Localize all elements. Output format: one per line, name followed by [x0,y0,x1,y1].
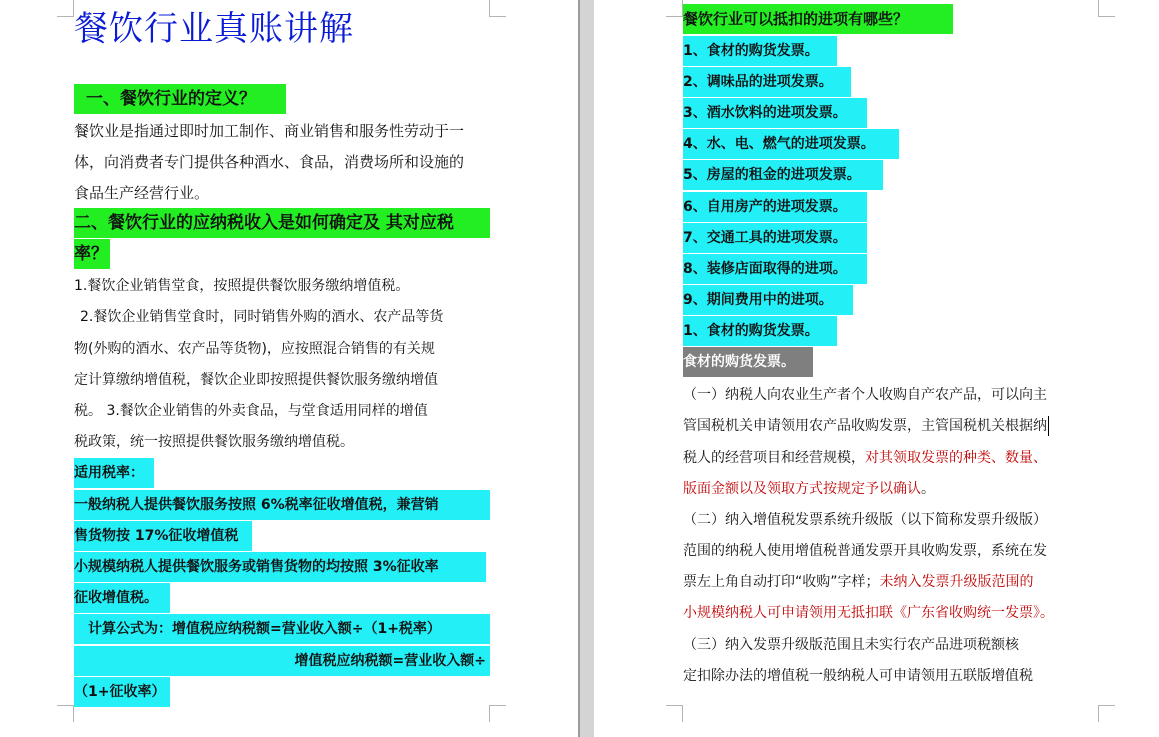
item-2-line-1: 2.餐饮企业销售堂食时，同时销售外购的酒水、农产品等货 [80,309,444,325]
para-1-line-2-text: 管国税机关申请领用农产品收购发票，主管国税机关根据纳 [683,418,1047,434]
item-1-dine-in: 1.餐饮企业销售堂食，按照提供餐饮服务缴纳增值税。 [74,278,410,294]
item-2-line-4: 税。 3.餐饮企业销售的外卖食品，与堂食适用同样的增值 [74,403,428,419]
deductible-item-9: 9、期间费用中的进项。 [683,285,853,315]
formula-line-2: 增值税应纳税额=营业收入额÷ [74,646,490,676]
formula-line-1: 计算公式为：增值税应纳税额=营业收入额÷（1+税率） [74,614,490,644]
section-heading-definition: 一、餐饮行业的定义？ [74,84,286,114]
para-1-line-4-red: 版面金额以及领取方式按规定予以确认 [683,481,921,497]
crop-mark-bottom-right-right-page [1098,705,1115,722]
deductible-heading: 餐饮行业可以抵扣的进项有哪些？ [683,4,953,34]
text-cursor [1048,416,1049,436]
small-taxpayer-line-2: 征收增值税。 [74,583,170,613]
para-2-line-4-end: 。 [1040,605,1054,621]
para-1-line-3 [683,443,1047,473]
document-page-left [0,0,578,737]
para-2-line-3 [683,567,1034,597]
para-3-line-2: 定扣除办法的增值税一般纳税人可申请领用五联版增值税 [683,668,1033,684]
food-invoice-subheading: 食材的购货发票。 [683,347,813,377]
page-gutter-edge [578,0,580,737]
document-title: 餐饮行业真账讲解 [74,9,354,49]
definition-line-2: 体，向消费者专门提供各种酒水、食品，消费场所和设施的 [74,153,465,171]
page-gutter [578,0,594,737]
para-2-line-1: （二）纳入增值税发票系统升级版（以下简称发票升级版） [683,512,1047,528]
item-2-line-5: 税政策，统一按照提供餐饮服务缴纳增值税。 [74,434,354,450]
crop-mark-top-left [57,0,74,17]
deductible-item-10: 1、食材的购货发票。 [683,316,837,346]
para-3-line-1: （三）纳入发票升级版范围且未实行农产品进项税额核 [683,637,1019,653]
deductible-item-6: 6、自用房产的进项发票。 [683,192,867,222]
crop-mark-bottom-left-right-page [666,705,683,722]
crop-mark-bottom-right [489,705,506,722]
definition-line-1: 餐饮业是指通过即时加工制作、商业销售和服务性劳动于一 [74,122,465,140]
deductible-item-8: 8、装修店面取得的进项。 [683,254,867,284]
crop-mark-top-right [489,0,506,17]
para-2-line-2: 范围的纳税人使用增值税普通发票开具收购发票，系统在发 [683,543,1047,559]
deductible-item-3: 3、酒水饮料的进项发票。 [683,98,867,128]
item-2-line-3: 定计算缴纳增值税，餐饮企业即按照提供餐饮服务缴纳增值 [74,372,438,388]
para-1-line-2 [683,411,1049,441]
crop-mark-top-left-right-page [666,0,683,17]
para-2-line-3-text: 票左上角自动打印“收购”字样； [683,574,880,590]
deductible-item-4: 4、水、电、燃气的进项发票。 [683,129,899,159]
item-2-line-2: 物(外购的酒水、农产品等货物)，应按照混合销售的有关规 [74,341,435,357]
formula-line-3: （1+征收率） [74,677,170,707]
para-2-line-4-red: 小规模纳税人可申请领用无抵扣联《广东省收购统一发票》 [683,605,1040,621]
para-1-line-4 [683,474,935,504]
document-page-right [594,0,1159,737]
section-heading-taxable-income-2: 率？ [74,239,110,269]
para-1-line-4-end: 。 [921,481,935,497]
para-1-line-3-red: 对其领取发票的种类、数量、 [865,450,1047,466]
section-heading-taxable-income-1: 二、餐饮行业的应纳税收入是如何确定及 其对应税 [74,208,490,238]
para-1-line-1: （一）纳税人向农业生产者个人收购自产农产品，可以向主 [683,387,1047,403]
deductible-item-2: 2、调味品的进项发票。 [683,67,851,97]
general-taxpayer-line-2: 售货物按 17%征收增值税 [74,521,252,551]
deductible-item-1: 1、食材的购货发票。 [683,36,837,66]
deductible-item-5: 5、房屋的租金的进项发票。 [683,160,883,190]
definition-line-3: 食品生产经营行业。 [74,184,210,202]
para-2-line-4 [683,598,1054,628]
crop-mark-top-right-right-page [1098,0,1115,17]
para-2-line-3-red: 未纳入发票升级版范围的 [879,574,1034,590]
deductible-item-7: 7、交通工具的进项发票。 [683,223,867,253]
general-taxpayer-line-1: 一般纳税人提供餐饮服务按照 6%税率征收增值税，兼营销 [74,490,490,520]
para-1-line-3-text: 税人的经营项目和经营规模， [683,450,865,466]
crop-mark-bottom-left [57,705,74,722]
small-taxpayer-line-1: 小规模纳税人提供餐饮服务或销售货物的均按照 3%征收率 [74,552,486,582]
tax-rate-label: 适用税率： [74,458,154,488]
